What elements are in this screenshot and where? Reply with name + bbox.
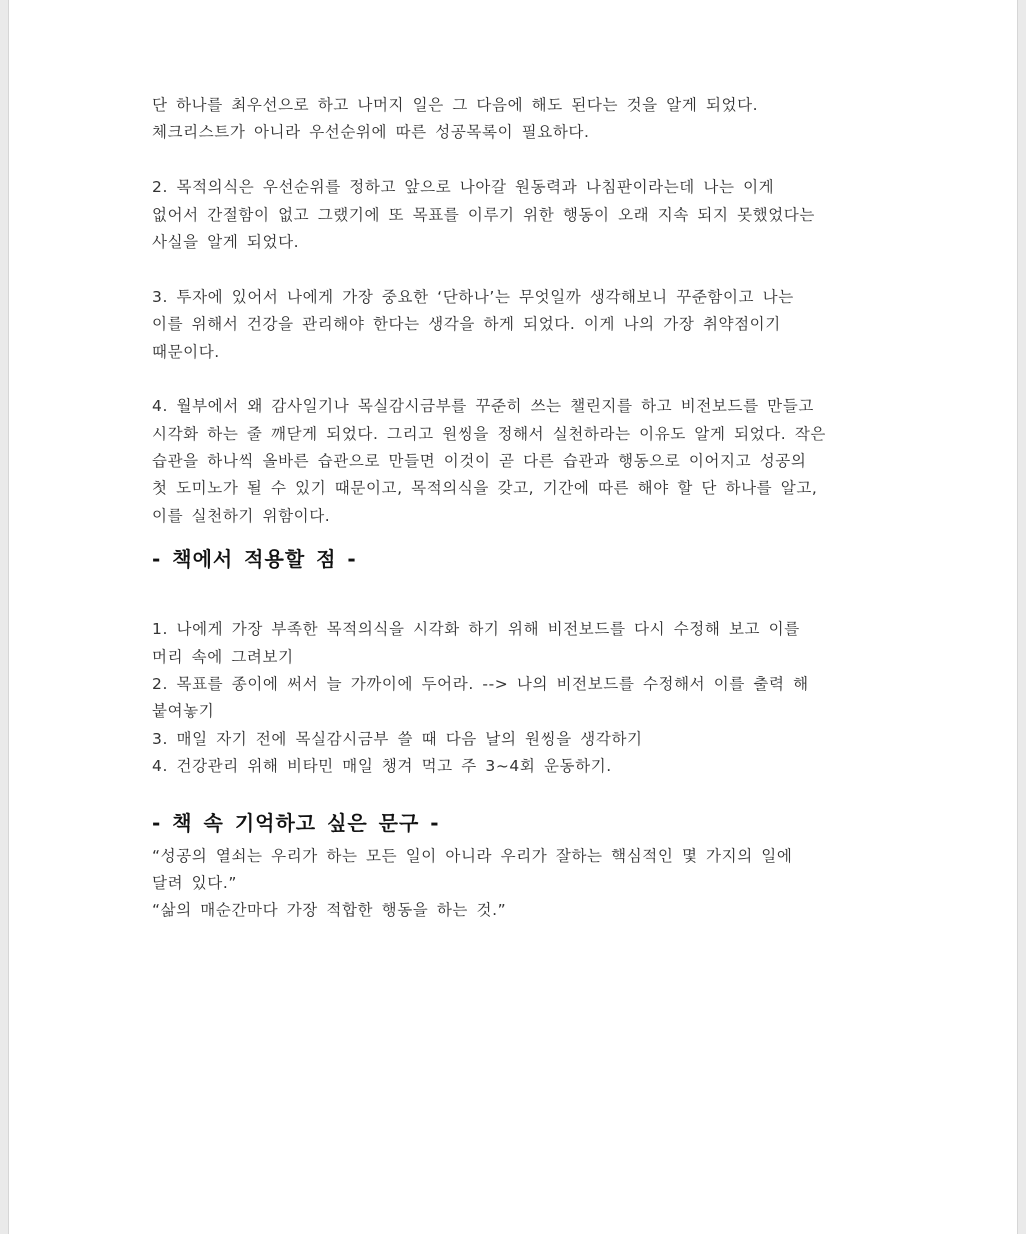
paragraph-spacer — [152, 256, 872, 283]
intro-line-2: 체크리스트가 아니라 우선순위에 따른 성공목록이 필요하다. — [152, 123, 590, 142]
paragraph-4-line-3: 습관을 하나씩 올바른 습관으로 만들면 이것이 곧 다른 습관과 행동으로 이어지고 성공의 — [152, 452, 807, 471]
paragraph-spacer — [152, 147, 872, 174]
paragraph-4-line-5: 이를 실천하기 위함이다. — [152, 506, 331, 525]
apply-item-1-line-2: 머리 속에 그려보기 — [152, 647, 294, 666]
paragraph-3-line-3: 때문이다. — [152, 342, 220, 361]
quote-1-line-1: “성공의 열쇠는 우리가 하는 모든 일이 아니라 우리가 잘하는 핵심적인 몇 가지의 일에 — [152, 846, 793, 865]
quote-1-line-2: 달려 있다.” — [152, 873, 237, 892]
apply-item-3: 3. 매일 자기 전에 목실감시금부 쓸 때 다음 날의 원씽을 생각하기 — [152, 729, 643, 748]
paragraph-2-line-1: 2. 목적의식은 우선순위를 정하고 앞으로 나아갈 원동력과 나침판이라는데 나는 이게 — [152, 178, 775, 197]
paragraph-spacer — [152, 366, 872, 393]
document-page — [8, 0, 1018, 1234]
section-heading-quotes: - 책 속 기억하고 싶은 문구 - — [152, 810, 440, 835]
apply-item-2-line-2: 붙여놓기 — [152, 702, 215, 721]
paragraph-4-line-4: 첫 도미노가 될 수 있기 때문이고, 목적의식을 갖고, 기간에 따른 해야 할 단 하나를 알고, — [152, 479, 818, 498]
quote-2: “삶의 매순간마다 가장 적합한 행동을 하는 것.” — [152, 901, 507, 920]
section-spacer — [152, 579, 872, 616]
document-body — [152, 92, 872, 925]
paragraph-4-line-2: 시각화 하는 줄 깨닫게 되었다. 그리고 원씽을 정해서 실천하라는 이유도 알게 되었다. 작은 — [152, 424, 827, 443]
paragraph-3-line-1: 3. 투자에 있어서 나에게 가장 중요한 ‘단하나’는 무엇일까 생각해보니 꾸준함이고 나는 — [152, 287, 794, 306]
paragraph-2-line-3: 사실을 알게 되었다. — [152, 232, 300, 251]
section-heading-apply: - 책에서 적용할 점 - — [152, 547, 357, 572]
apply-item-4: 4. 건강관리 위해 비타민 매일 챙겨 먹고 주 3~4회 운동하기. — [152, 757, 612, 776]
paragraph-2-line-2: 없어서 간절함이 없고 그랬기에 또 목표를 이루기 위한 행동이 오래 지속 되지 못했었다는 — [152, 205, 815, 224]
apply-item-2-line-1: 2. 목표를 종이에 써서 늘 가까이에 두어라. --> 나의 비전보드를 수정해서 이를 출력 해 — [152, 675, 809, 694]
intro-line-1: 단 하나를 최우선으로 하고 나머지 일은 그 다음에 해도 된다는 것을 알게 되었다. — [152, 96, 759, 114]
paragraph-3-line-2: 이를 위해서 건강을 관리해야 한다는 생각을 하게 되었다. 이게 나의 가장 취약점이기 — [152, 315, 781, 334]
paragraph-4-line-1: 4. 월부에서 왜 감사일기나 목실감시금부를 꾸준히 쓰는 챌린지를 하고 비전보드를 만들고 — [152, 397, 814, 416]
apply-item-1-line-1: 1. 나에게 가장 부족한 목적의식을 시각화 하기 위해 비전보드를 다시 수정해 보고 이를 — [152, 620, 800, 639]
section-spacer — [152, 781, 872, 803]
